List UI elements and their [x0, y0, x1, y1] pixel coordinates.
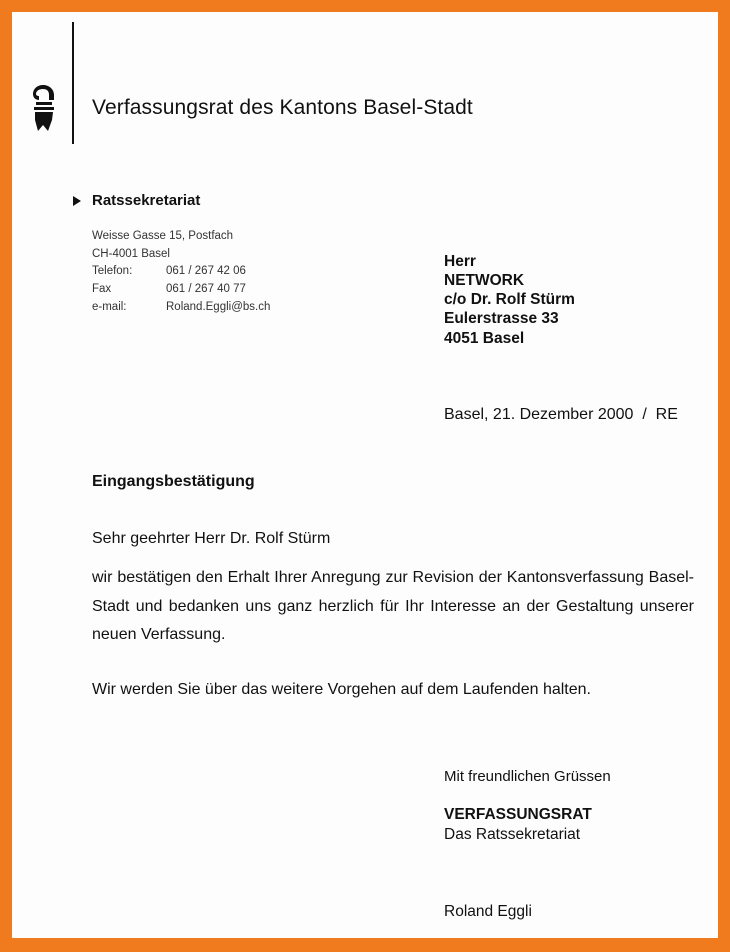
contact-value-fax: 061 / 267 40 77	[166, 283, 246, 295]
salutation: Sehr geehrter Herr Dr. Rolf Stürm	[92, 530, 331, 547]
recipient-line-care-of: c/o Dr. Rolf Stürm	[444, 291, 575, 308]
body-paragraph-2: Wir werden Sie über das weitere Vorgehen auf dem Laufenden halten.	[92, 681, 591, 698]
contact-value-email: Roland.Eggli@bs.ch	[166, 301, 271, 313]
triangle-arrow-icon	[73, 196, 81, 206]
recipient-line-name: NETWORK	[444, 272, 525, 289]
recipient-line-street: Eulerstrasse 33	[444, 310, 559, 327]
closing-greeting: Mit freundlichen Grüssen	[444, 768, 611, 785]
body-paragraph-1: wir bestätigen den Erhalt Ihrer Anregung zur Revision der Kantonsverfassung Basel-Stadt und bedanken uns ganz herzlich für Ihr Interesse an der Gestaltung unserer neuen Verfassung.	[92, 569, 694, 643]
letter-page	[12, 12, 718, 938]
header-divider	[72, 22, 74, 144]
signature-name: Roland Eggli	[444, 903, 532, 920]
recipient-line-city: 4051 Basel	[444, 330, 525, 347]
department-name: Ratssekretariat	[92, 192, 201, 209]
contact-value-phone: 061 / 267 42 06	[166, 265, 246, 277]
contact-label-fax: Fax	[92, 283, 112, 295]
contact-label-email: e-mail:	[92, 301, 127, 313]
signature-organization: VERFASSUNGSRAT	[444, 806, 592, 823]
organization-title: Verfassungsrat des Kantons Basel-Stadt	[92, 96, 473, 119]
recipient-line-salutation: Herr	[444, 253, 476, 270]
sender-address-line2: CH-4001 Basel	[92, 248, 170, 260]
subject-line: Eingangsbestätigung	[92, 473, 255, 490]
date-line: Basel, 21. Dezember 2000 / RE	[444, 406, 678, 423]
basel-staff-crest-icon	[28, 82, 58, 132]
contact-label-phone: Telefon:	[92, 265, 133, 277]
signature-department: Das Ratssekretariat	[444, 826, 581, 843]
sender-address-line1: Weisse Gasse 15, Postfach	[92, 230, 234, 242]
